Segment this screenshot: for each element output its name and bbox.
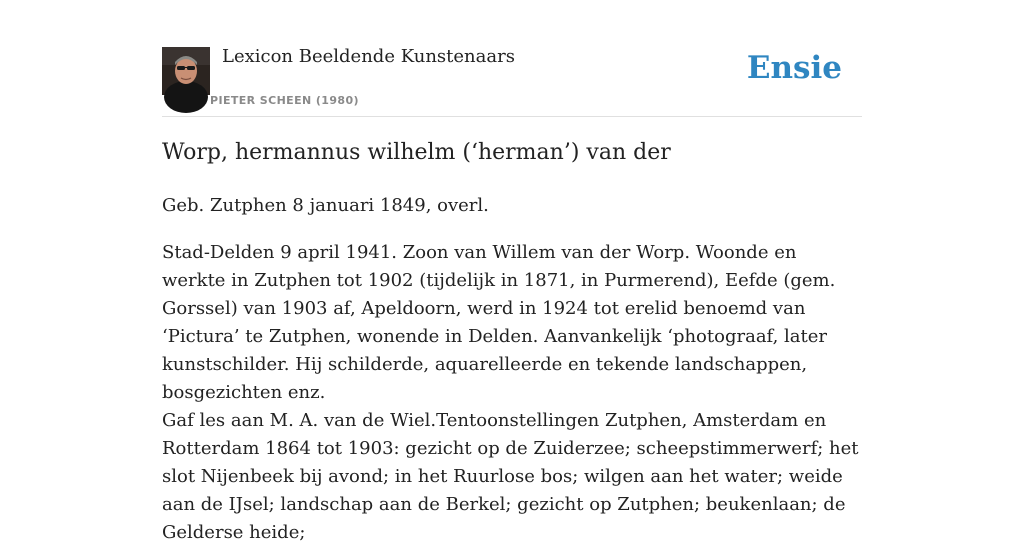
author-name[interactable]: PIETER SCHEEN (1980) xyxy=(210,94,359,107)
article-paragraph: Stad-Delden 9 april 1941. Zoon van Willem van der Worp. Woonde en werkte in Zutphen tot 1902 (tijdelijk in 1871, in Purmerend), Eefde (gem. Gorssel) van 1903 af, Apeldoorn, werd in 1924 tot erelid benoemd van ‘Pictura’ te Zutphen, wonende in Delden. Aanvankelijk ‘photograaf, later kunstschilder. Hij schilderde, aquarelleerde en tekende landschappen, bosgezichten enz. xyxy=(162,242,836,403)
article-header xyxy=(162,0,862,117)
avatar-photo-icon xyxy=(162,47,210,95)
article-paragraph: Geb. Zutphen 8 januari 1849, overl. xyxy=(162,195,489,216)
article-title: Worp, hermannus wilhelm (‘herman’) van der xyxy=(162,140,671,165)
article-container xyxy=(162,0,862,543)
ensie-logo[interactable]: Ensie xyxy=(746,50,842,86)
author-avatar[interactable] xyxy=(162,47,210,95)
article-paragraph: Gaf les aan M. A. van de Wiel.Tentoonstellingen Zutphen, Amsterdam en Rotterdam 1864 tot 1903: gezicht op de Zuiderzee; scheepstimmerwerf; het slot Nijenbeek bij avond; in het Ruurlose bos; wilgen aan het water; weide aan de IJsel; landschap aan de Berkel; gezicht op Zutphen; beukenlaan; de Gelderse heide; xyxy=(162,410,859,543)
publication-title[interactable]: Lexicon Beeldende Kunstenaars xyxy=(222,46,515,67)
